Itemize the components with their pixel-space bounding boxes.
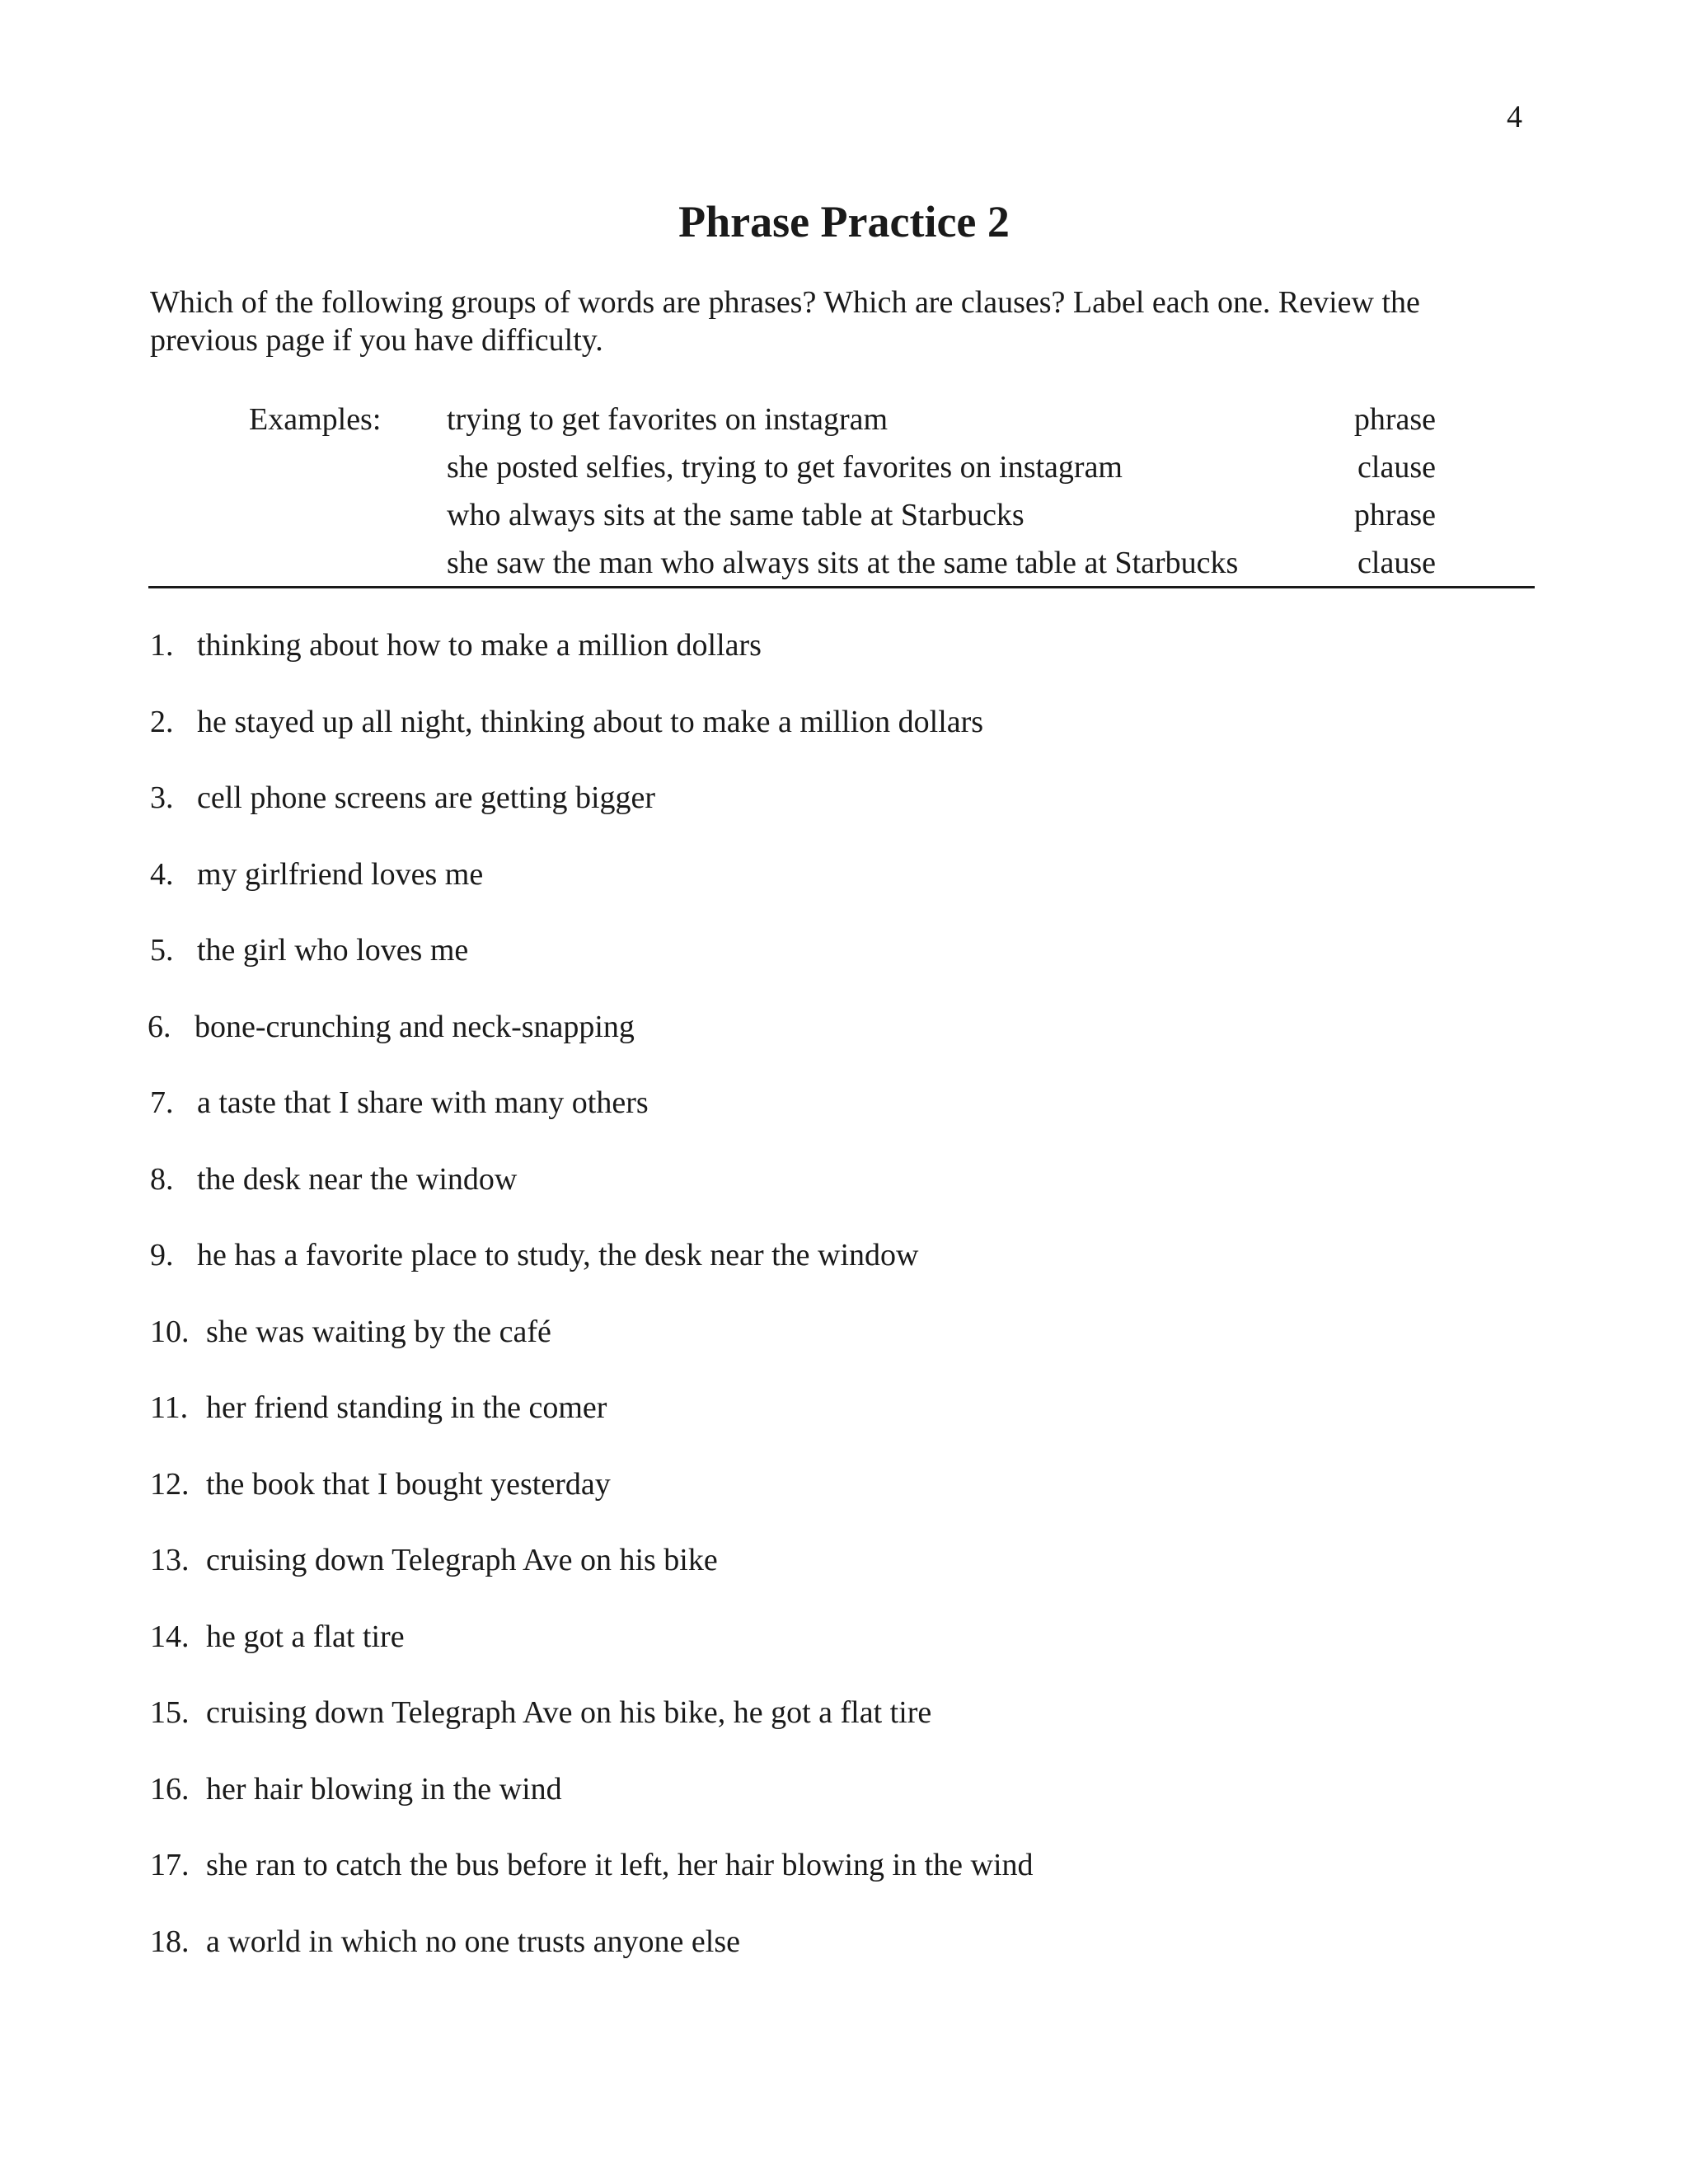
item-number: 12. <box>150 1467 190 1502</box>
item-text: he got a flat tire <box>206 1619 405 1654</box>
item-number: 13. <box>150 1543 190 1577</box>
list-item <box>150 930 468 970</box>
item-number: 7. <box>150 1085 174 1120</box>
item-number: 4. <box>150 857 174 892</box>
list-item <box>150 1083 649 1122</box>
item-text: the desk near the window <box>197 1162 518 1197</box>
list-item <box>148 1007 635 1047</box>
item-text: her hair blowing in the wind <box>206 1772 562 1807</box>
list-item <box>150 702 983 742</box>
list-item <box>150 1922 740 1961</box>
item-text: a world in which no one trusts anyone else <box>206 1924 740 1959</box>
list-item <box>150 1235 918 1275</box>
item-text: the girl who loves me <box>197 933 469 968</box>
example-answer: phrase <box>1353 498 1436 532</box>
item-number: 3. <box>150 780 174 815</box>
example-text: who always sits at the same table at Starbucks <box>447 498 1025 532</box>
item-text: my girlfriend loves me <box>197 857 484 892</box>
list-item <box>150 1312 551 1352</box>
example-row <box>447 448 1436 487</box>
item-text: cruising down Telegraph Ave on his bike <box>206 1543 718 1577</box>
list-item <box>150 1845 1034 1885</box>
example-row <box>447 400 1436 439</box>
item-number: 1. <box>150 628 174 663</box>
item-number: 2. <box>150 705 174 739</box>
item-text: thinking about how to make a million dollars <box>197 628 762 663</box>
examples-block <box>0 0 1688 593</box>
example-answer: phrase <box>1353 402 1436 437</box>
item-text: cell phone screens are getting bigger <box>197 780 656 815</box>
example-row <box>447 495 1436 535</box>
item-text: she was waiting by the café <box>206 1315 551 1349</box>
list-item <box>150 1617 405 1657</box>
item-number: 11. <box>150 1390 189 1425</box>
example-answer: clause <box>1357 546 1436 580</box>
list-item <box>150 1160 517 1199</box>
item-number: 10. <box>150 1315 190 1349</box>
item-text: her friend standing in the comer <box>206 1390 607 1425</box>
example-text: she posted selfies, trying to get favorites on instagram <box>447 450 1123 485</box>
item-number: 17. <box>150 1848 190 1882</box>
list-item <box>150 1540 718 1580</box>
item-text: the book that I bought yesterday <box>206 1467 611 1502</box>
item-number: 14. <box>150 1619 190 1654</box>
example-answer: clause <box>1357 450 1436 485</box>
item-text: a taste that I share with many others <box>197 1085 649 1120</box>
item-number: 9. <box>150 1238 174 1272</box>
list-item <box>150 778 655 818</box>
item-number: 18. <box>150 1924 190 1959</box>
list-item <box>150 1388 607 1427</box>
example-text: she saw the man who always sits at the same table at Starbucks <box>447 546 1239 580</box>
list-item <box>150 626 762 665</box>
item-number: 5. <box>150 933 174 968</box>
item-text: he stayed up all night, thinking about to make a million dollars <box>197 705 984 739</box>
list-item <box>150 1769 562 1809</box>
item-number: 16. <box>150 1772 190 1807</box>
instructions: Which of the following groups of words are phrases? Which are clauses? Label each one. Review the previous page if you have difficulty. <box>150 285 1420 358</box>
item-number: 6. <box>148 1010 171 1044</box>
divider-rule <box>148 586 1535 588</box>
example-text: trying to get favorites on instagram <box>447 402 889 437</box>
item-number: 8. <box>150 1162 174 1197</box>
item-number: 15. <box>150 1695 190 1730</box>
example-row <box>447 543 1436 583</box>
item-text: she ran to catch the bus before it left, her hair blowing in the wind <box>206 1848 1034 1882</box>
item-text: cruising down Telegraph Ave on his bike, he got a flat tire <box>206 1695 932 1730</box>
page-number: 4 <box>1507 100 1522 134</box>
examples-label: Examples: <box>249 402 382 437</box>
item-text: he has a favorite place to study, the desk near the window <box>197 1238 919 1272</box>
list-item <box>150 1465 611 1504</box>
page-title: Phrase Practice 2 <box>678 197 1010 246</box>
list-item <box>150 855 483 894</box>
item-text: bone-crunching and neck-snapping <box>195 1010 635 1044</box>
list-item <box>150 1693 931 1732</box>
